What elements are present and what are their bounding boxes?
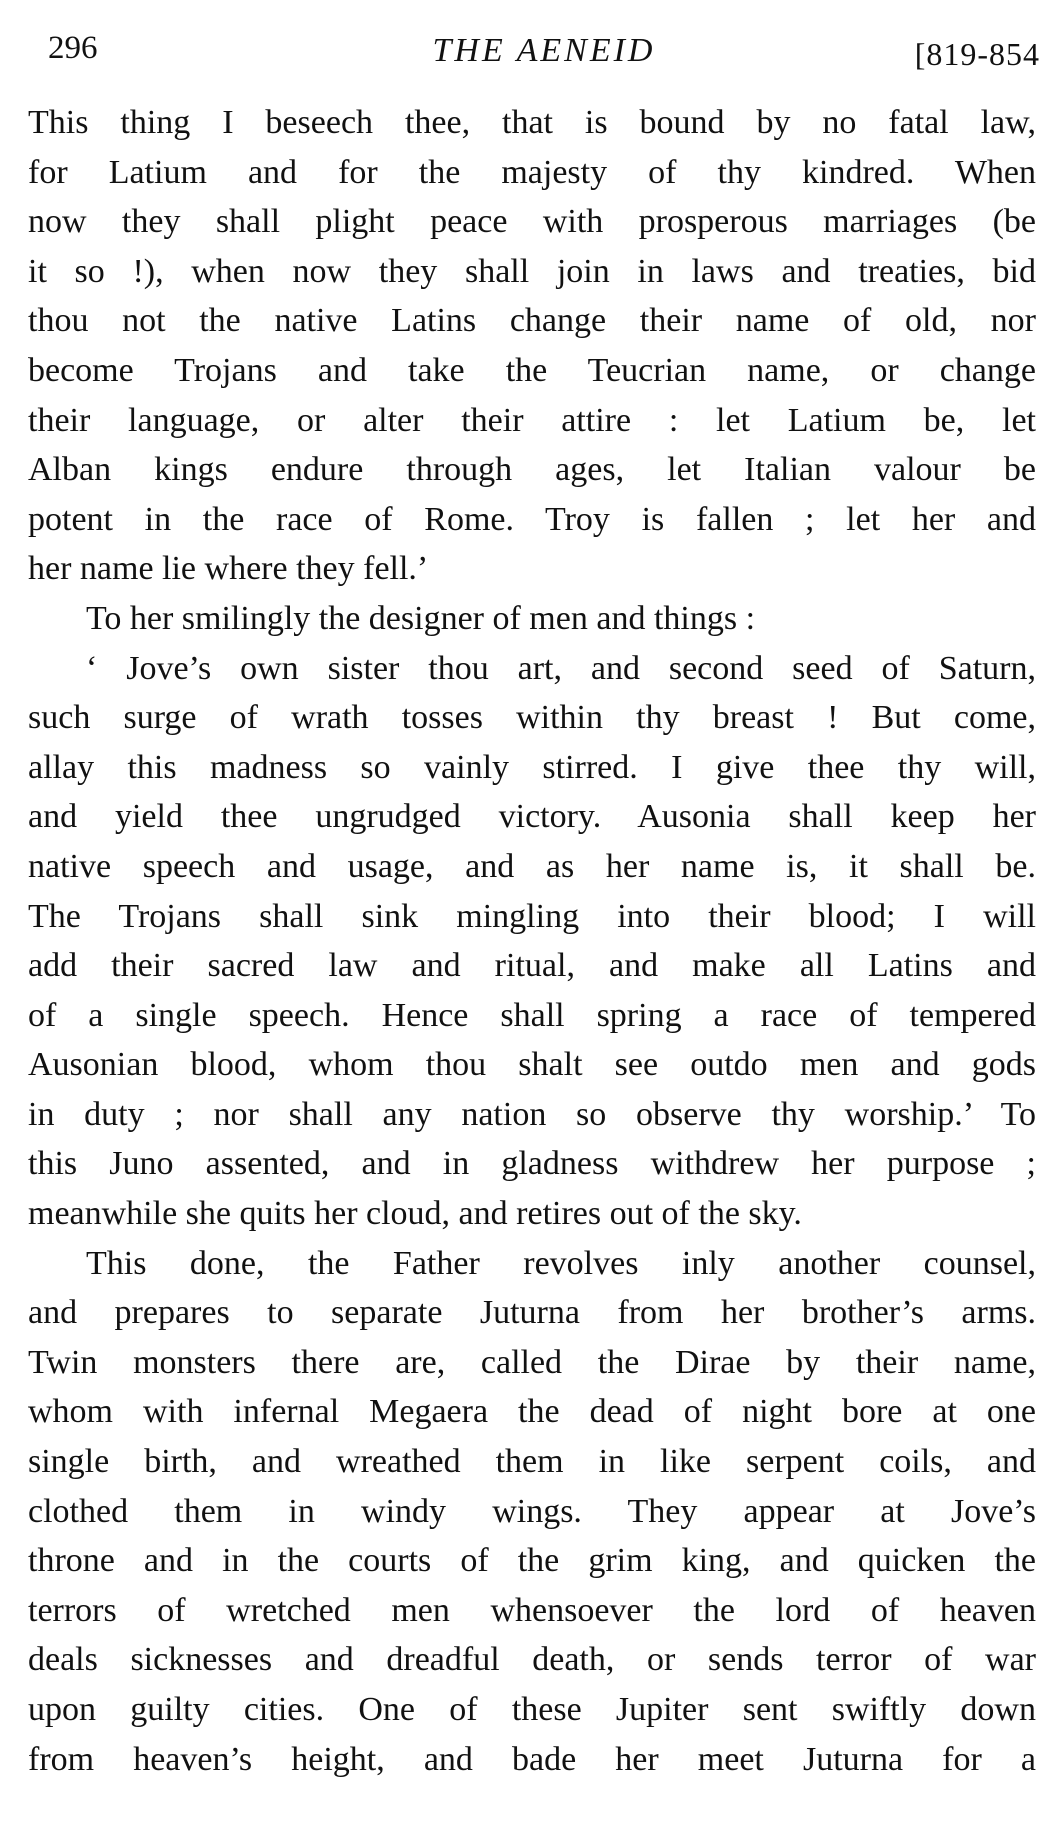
text-line: ‘ Jove’s own sister thou art, and second seed of Saturn, <box>86 649 1036 687</box>
running-title: THE AENEID <box>432 32 656 69</box>
text-line: and yield thee ungrudged victory. Ausonia shall keep her <box>28 798 1036 836</box>
text-line: meanwhile she quits her cloud, and retires out of the sky. <box>28 1195 802 1233</box>
text-line: their language, or alter their attire : let Latium be, let <box>28 401 1036 439</box>
text-line: it so !), when now they shall join in laws and treaties, bid <box>28 252 1036 290</box>
text-line: and prepares to separate Juturna from her brother’s arms. <box>28 1294 1036 1332</box>
text-line: To her smilingly the designer of men and things : <box>86 599 756 637</box>
text-line: thou not the native Latins change their name of old, nor <box>28 302 1036 340</box>
text-line: such surge of wrath tosses within thy breast ! But come, <box>28 699 1036 737</box>
text-line: The Trojans shall sink mingling into their blood; I will <box>28 897 1036 935</box>
text-line: whom with infernal Megaera the dead of night bore at one <box>28 1393 1036 1431</box>
text-line: This thing I beseech thee, that is bound by no fatal law, <box>28 104 1036 141</box>
text-line: Twin monsters there are, called the Dirae by their name, <box>28 1343 1036 1381</box>
text-line: deals sicknesses and dreadful death, or sends terror of war <box>28 1641 1036 1679</box>
text-line: become Trojans and take the Teucrian name, or change <box>28 351 1036 389</box>
page-header <box>48 26 1040 78</box>
text-line: Ausonian blood, whom thou shalt see outdo men and gods <box>28 1046 1036 1084</box>
text-line: terrors of wretched men whensoever the lord of heaven <box>28 1591 1036 1629</box>
text-line: now they shall plight peace with prosperous marriages (be <box>28 203 1036 241</box>
text-line: potent in the race of Rome. Troy is fallen ; let her and <box>28 500 1036 538</box>
text-line: her name lie where they fell.’ <box>28 550 429 588</box>
text-line: this Juno assented, and in gladness withdrew her purpose ; <box>28 1145 1036 1183</box>
text-line: throne and in the courts of the grim king, and quicken the <box>28 1542 1036 1580</box>
text-line: allay this madness so vainly stirred. I give thee thy will, <box>28 748 1036 786</box>
text-line: for Latium and for the majesty of thy kindred. When <box>28 153 1036 191</box>
text-line: single birth, and wreathed them in like serpent coils, and <box>28 1443 1036 1481</box>
text-line: add their sacred law and ritual, and make all Latins and <box>28 947 1036 985</box>
page-number: 296 <box>48 30 98 66</box>
text-line: from heaven’s height, and bade her meet Juturna for a <box>28 1740 1036 1778</box>
text-line: clothed them in windy wings. They appear at Jove’s <box>28 1492 1036 1530</box>
text-line: in duty ; nor shall any nation so observe thy worship.’ To <box>28 1095 1036 1133</box>
text-line: upon guilty cities. One of these Jupiter sent swiftly down <box>28 1691 1036 1728</box>
text-line: of a single speech. Hence shall spring a race of tempered <box>28 996 1036 1034</box>
line-range: [819-854 <box>914 36 1040 72</box>
text-line: This done, the Father revolves inly another counsel, <box>86 1244 1036 1282</box>
text-line: native speech and usage, and as her name is, it shall be. <box>28 847 1036 885</box>
body-text <box>28 98 1036 1784</box>
text-line: Alban kings endure through ages, let Italian valour be <box>28 451 1036 489</box>
